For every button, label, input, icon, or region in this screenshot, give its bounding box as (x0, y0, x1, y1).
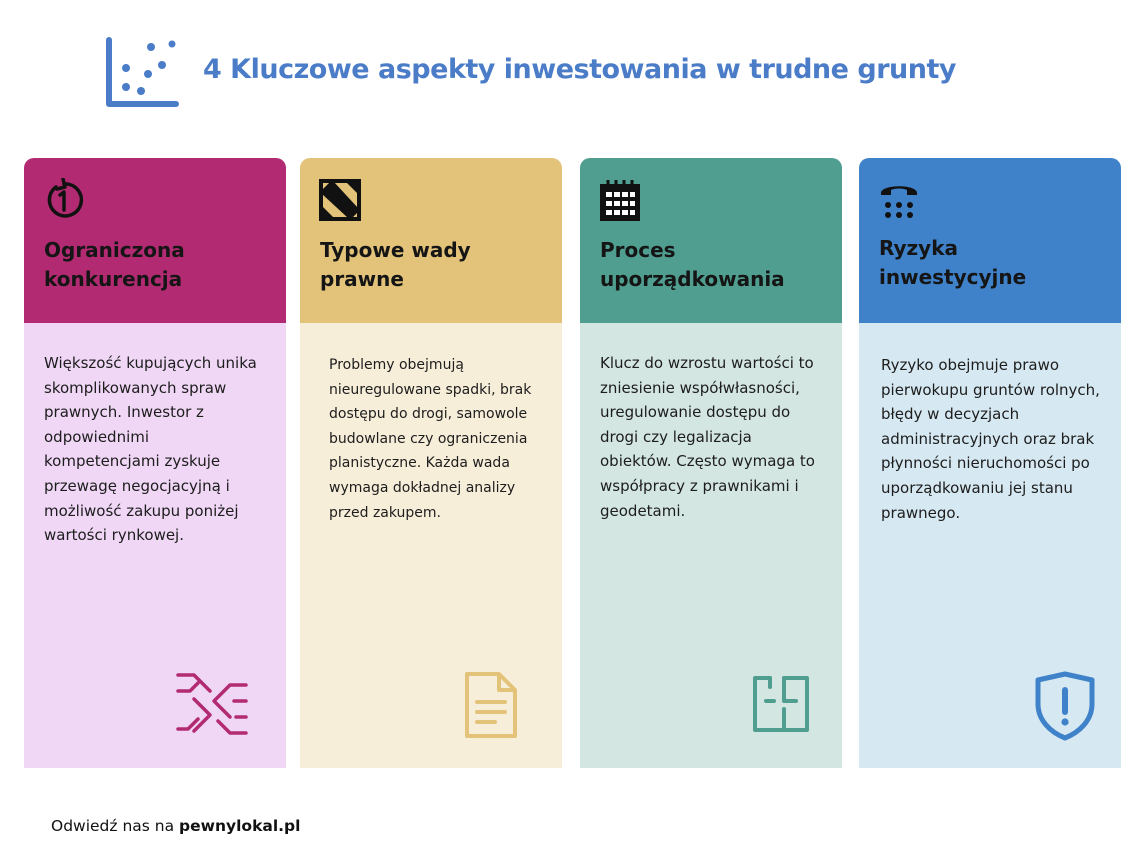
card-body (300, 323, 562, 768)
card-title: Ryzyka inwestycyjne (879, 236, 1027, 289)
card-title: Proces uporządkowania (600, 238, 785, 291)
card-header (580, 158, 842, 323)
card-text: Ryzyko obejmuje prawo pierwokupu gruntów rolnych, błędy w decyzjach administracyjnych oraz brak płynności nieruchomości po uporządkowaniu jej stanu prawnego. (881, 356, 1100, 522)
history-one-icon (42, 178, 86, 222)
card-typowe-wady-prawne (300, 158, 562, 768)
card-ograniczona-konkurencja (24, 158, 286, 768)
telephone-icon (877, 178, 921, 222)
dota-icon (318, 178, 362, 222)
calendar-icon (598, 178, 642, 222)
card-body (580, 323, 842, 768)
card-body (24, 323, 286, 768)
handshake-icon (174, 671, 250, 741)
card-body (859, 323, 1121, 768)
footer-prefix: Odwiedź nas na (51, 817, 175, 835)
card-title: Ograniczona konkurencja (44, 238, 185, 291)
card-header (24, 158, 286, 323)
page-title: 4 Kluczowe aspekty inwestowania w trudne grunty (203, 54, 956, 85)
shield-alert-icon (1032, 670, 1098, 742)
card-text: Problemy obejmują nieuregulowane spadki, brak dostępu do drogi, samowole budowlane czy ograniczenia planistyczne. Każda wada wymaga dokładnej analizy przed zakupem. (329, 357, 532, 521)
card-proces-uporzadkowania (580, 158, 842, 768)
floor-plan-icon (752, 675, 810, 733)
card-header (300, 158, 562, 323)
card-header (859, 158, 1121, 323)
document-icon (461, 668, 521, 742)
card-text: Większość kupujących unika skomplikowanych spraw prawnych. Inwestor z odpowiednimi kompetencjami zyskuje przewagę negocjacyjną i możliwość zakupu poniżej wartości rynkowej. (44, 354, 257, 545)
footer-link[interactable]: pewnylokal.pl (179, 817, 301, 835)
card-text: Klucz do wzrostu wartości to zniesienie współwłasności, uregulowanie dostępu do drogi czy legalizacja obiektów. Często wymaga to współpracy z prawnikami i geodetami. (600, 354, 815, 520)
footer (51, 817, 300, 835)
card-ryzyka-inwestycyjne (859, 158, 1121, 768)
scatter-chart-icon (104, 36, 180, 112)
card-title: Typowe wady prawne (320, 238, 471, 291)
